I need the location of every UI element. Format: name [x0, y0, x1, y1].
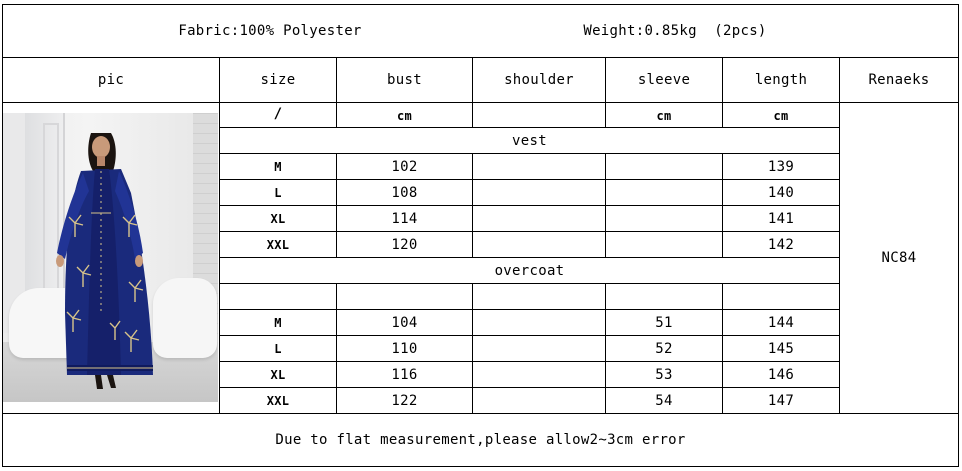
- rule: [605, 153, 606, 258]
- product-photo: [3, 113, 218, 402]
- header-bust: bust: [387, 72, 422, 88]
- footer-note: Due to flat measurement,please allow2~3cm error: [275, 432, 686, 448]
- size-cell: M: [274, 159, 282, 174]
- bust-cell: 104: [391, 314, 418, 331]
- model-code: NC84: [881, 250, 917, 266]
- section-label-vest: vest: [512, 132, 547, 149]
- sleeve-cell: 51: [655, 314, 673, 331]
- unit-bust: cm: [396, 109, 413, 123]
- header-length: length: [754, 72, 808, 88]
- unit-sleeve: cm: [656, 109, 672, 123]
- sleeve-cell: 52: [655, 340, 673, 357]
- length-cell: 145: [767, 340, 795, 357]
- header-size: size: [260, 72, 296, 88]
- rule: [472, 283, 473, 414]
- size-cell: XL: [270, 211, 286, 226]
- length-cell: 141: [767, 210, 795, 227]
- length-cell: 146: [767, 366, 795, 383]
- length-cell: 139: [767, 158, 795, 175]
- length-cell: 142: [767, 236, 795, 253]
- section-label-overcoat: overcoat: [494, 262, 565, 279]
- fabric-text: Fabric:100% Polyester: [178, 23, 362, 39]
- header-sleeve: sleeve: [637, 72, 691, 88]
- length-cell: 144: [767, 314, 795, 331]
- header-brand: Renaeks: [868, 72, 930, 88]
- rule: [219, 283, 839, 284]
- model-figure: [3, 113, 218, 402]
- weight-text: Weight:0.85kg (2pcs): [583, 23, 767, 39]
- sleeve-cell: 54: [655, 392, 673, 409]
- rule: [958, 4, 959, 467]
- header-shoulder: shoulder: [504, 72, 574, 88]
- bust-cell: 116: [391, 366, 418, 383]
- unit-length: cm: [773, 109, 789, 123]
- bust-cell: 108: [391, 184, 418, 201]
- size-cell: L: [274, 185, 282, 200]
- bust-cell: 110: [391, 340, 418, 357]
- size-cell: XXL: [266, 237, 290, 252]
- length-cell: 140: [767, 184, 795, 201]
- rule: [2, 466, 959, 467]
- size-cell: L: [274, 341, 282, 356]
- bust-cell: 114: [391, 210, 418, 227]
- bust-cell: 122: [391, 392, 418, 409]
- bust-cell: 120: [391, 236, 418, 253]
- rule: [2, 102, 959, 103]
- bust-cell: 102: [391, 158, 418, 175]
- unit-size: /: [273, 106, 283, 122]
- sleeve-cell: 53: [655, 366, 673, 383]
- size-cell: XXL: [266, 393, 290, 408]
- length-cell: 147: [767, 392, 795, 409]
- size-cell: XL: [270, 367, 286, 382]
- header-pic: pic: [97, 72, 125, 88]
- rule: [472, 153, 473, 258]
- size-cell: M: [274, 315, 282, 330]
